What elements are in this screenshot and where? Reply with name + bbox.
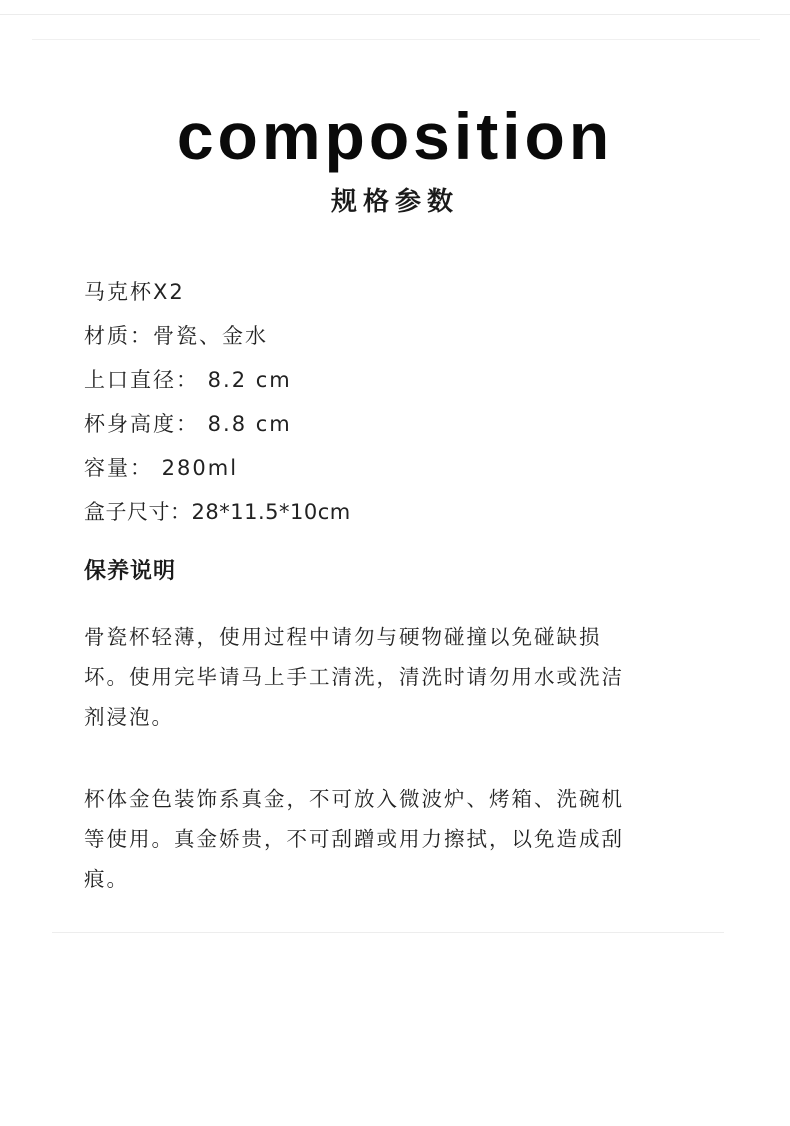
spec-item-quantity: 马克杯X2	[84, 280, 185, 304]
section-title: composition	[176, 99, 614, 173]
care-paragraph-1-line: 骨瓷杯轻薄，使用过程中请勿与硬物碰撞以免碰缺损	[84, 625, 602, 649]
spec-item-rim-diameter: 上口直径： 8.2 cm	[84, 368, 292, 392]
footer-divider	[52, 932, 724, 933]
care-paragraph-2-line: 痕。	[84, 867, 129, 891]
care-heading: 保养说明	[84, 559, 177, 584]
top-divider	[0, 14, 790, 15]
care-paragraph-1-line: 剂浸泡。	[84, 705, 174, 729]
header-divider	[32, 39, 760, 40]
section-subtitle: 规格参数	[330, 187, 459, 217]
care-paragraph-1	[84, 617, 704, 737]
spec-list	[84, 270, 724, 534]
care-paragraph-2-line: 杯体金色装饰系真金，不可放入微波炉、烤箱、洗碗机	[84, 787, 624, 811]
spec-item-material: 材质：骨瓷、金水	[84, 324, 268, 348]
care-paragraph-2	[84, 779, 704, 899]
spec-item-body-height: 杯身高度： 8.8 cm	[84, 412, 292, 436]
spec-item-box-size: 盒子尺寸：28*11.5*10cm	[84, 500, 351, 524]
spec-item-capacity: 容量： 280ml	[84, 456, 239, 480]
care-paragraph-1-line: 坏。使用完毕请马上手工清洗，清洗时请勿用水或洗洁	[84, 665, 624, 689]
care-paragraph-2-line: 等使用。真金娇贵，不可刮蹭或用力擦拭，以免造成刮	[84, 827, 624, 851]
